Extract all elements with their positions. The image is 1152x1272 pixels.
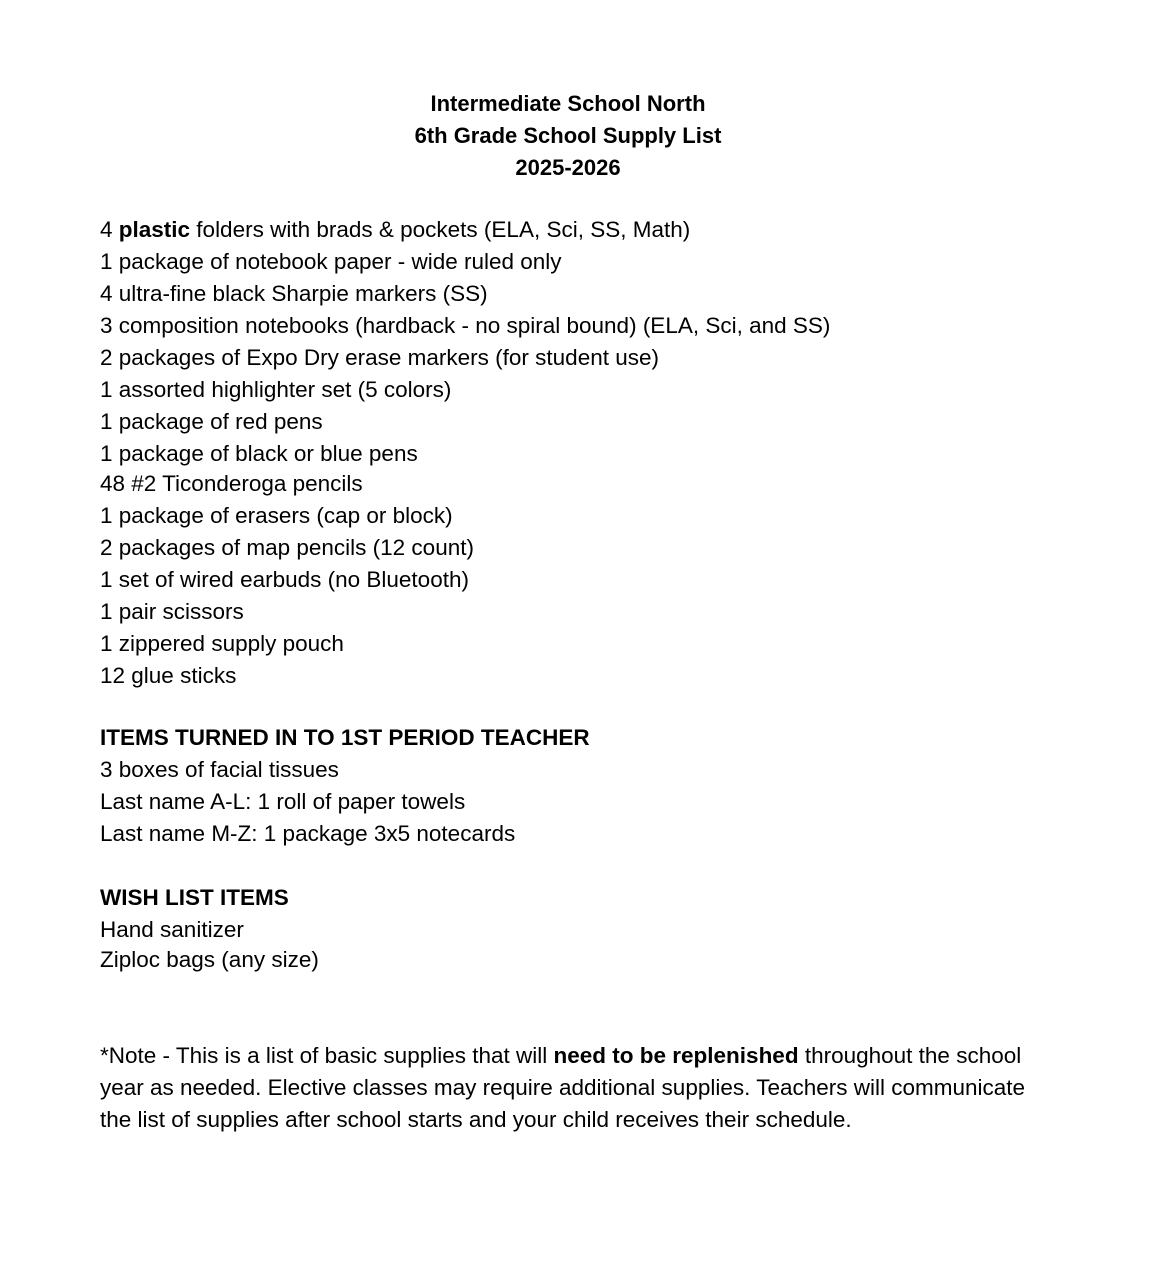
note-text: throughout the school year as needed. Elective classes may require additional supplies. Teachers will communicate the list of supplies after school starts and your child receives their schedule. bbox=[100, 1043, 1026, 1132]
supply-list bbox=[100, 214, 1060, 692]
document-title: 6th Grade School Supply List bbox=[414, 123, 722, 148]
list-item: Last name A-L: 1 roll of paper towels bbox=[100, 789, 466, 814]
list-item: 48 #2 Ticonderoga pencils bbox=[100, 471, 363, 496]
list-item: 4 ultra-fine black Sharpie markers (SS) bbox=[100, 281, 488, 306]
emphasis-text: plastic bbox=[118, 217, 191, 242]
list-item: 2 packages of map pencils (12 count) bbox=[100, 535, 474, 560]
list-item: 1 set of wired earbuds (no Bluetooth) bbox=[100, 567, 469, 592]
section-heading: WISH LIST ITEMS bbox=[100, 885, 289, 910]
list-item: Last name M-Z: 1 package 3x5 notecards bbox=[100, 821, 516, 846]
list-item: Hand sanitizer bbox=[100, 917, 244, 942]
items-turned-in-section bbox=[100, 722, 1060, 850]
list-item: Ziploc bags (any size) bbox=[100, 947, 319, 972]
list-item bbox=[100, 214, 1060, 246]
list-item: 1 zippered supply pouch bbox=[100, 631, 344, 656]
note-paragraph bbox=[100, 1040, 1040, 1136]
list-item: 1 package of red pens bbox=[100, 409, 323, 434]
item-description: folders with brads & pockets (ELA, Sci, SS, Math) bbox=[190, 217, 691, 242]
note-emphasis: need to be replenished bbox=[553, 1043, 799, 1068]
list-item: 1 pair scissors bbox=[100, 599, 244, 624]
list-item: 1 assorted highlighter set (5 colors) bbox=[100, 377, 452, 402]
document-header bbox=[0, 88, 1136, 184]
list-item: 1 package of notebook paper - wide ruled only bbox=[100, 249, 562, 274]
list-item: 2 packages of Expo Dry erase markers (for student use) bbox=[100, 345, 659, 370]
item-quantity: 4 bbox=[100, 217, 119, 242]
list-item: 1 package of black or blue pens bbox=[100, 441, 418, 466]
list-item: 12 glue sticks bbox=[100, 663, 237, 688]
school-year: 2025-2026 bbox=[515, 155, 621, 180]
section-heading: ITEMS TURNED IN TO 1ST PERIOD TEACHER bbox=[100, 725, 590, 750]
list-item: 3 boxes of facial tissues bbox=[100, 757, 339, 782]
list-item: 1 package of erasers (cap or block) bbox=[100, 503, 453, 528]
note-text: *Note - This is a list of basic supplies that will bbox=[100, 1043, 554, 1068]
list-item: 3 composition notebooks (hardback - no spiral bound) (ELA, Sci, and SS) bbox=[100, 313, 831, 338]
school-name: Intermediate School North bbox=[430, 91, 706, 116]
wish-list-section bbox=[100, 882, 1060, 976]
